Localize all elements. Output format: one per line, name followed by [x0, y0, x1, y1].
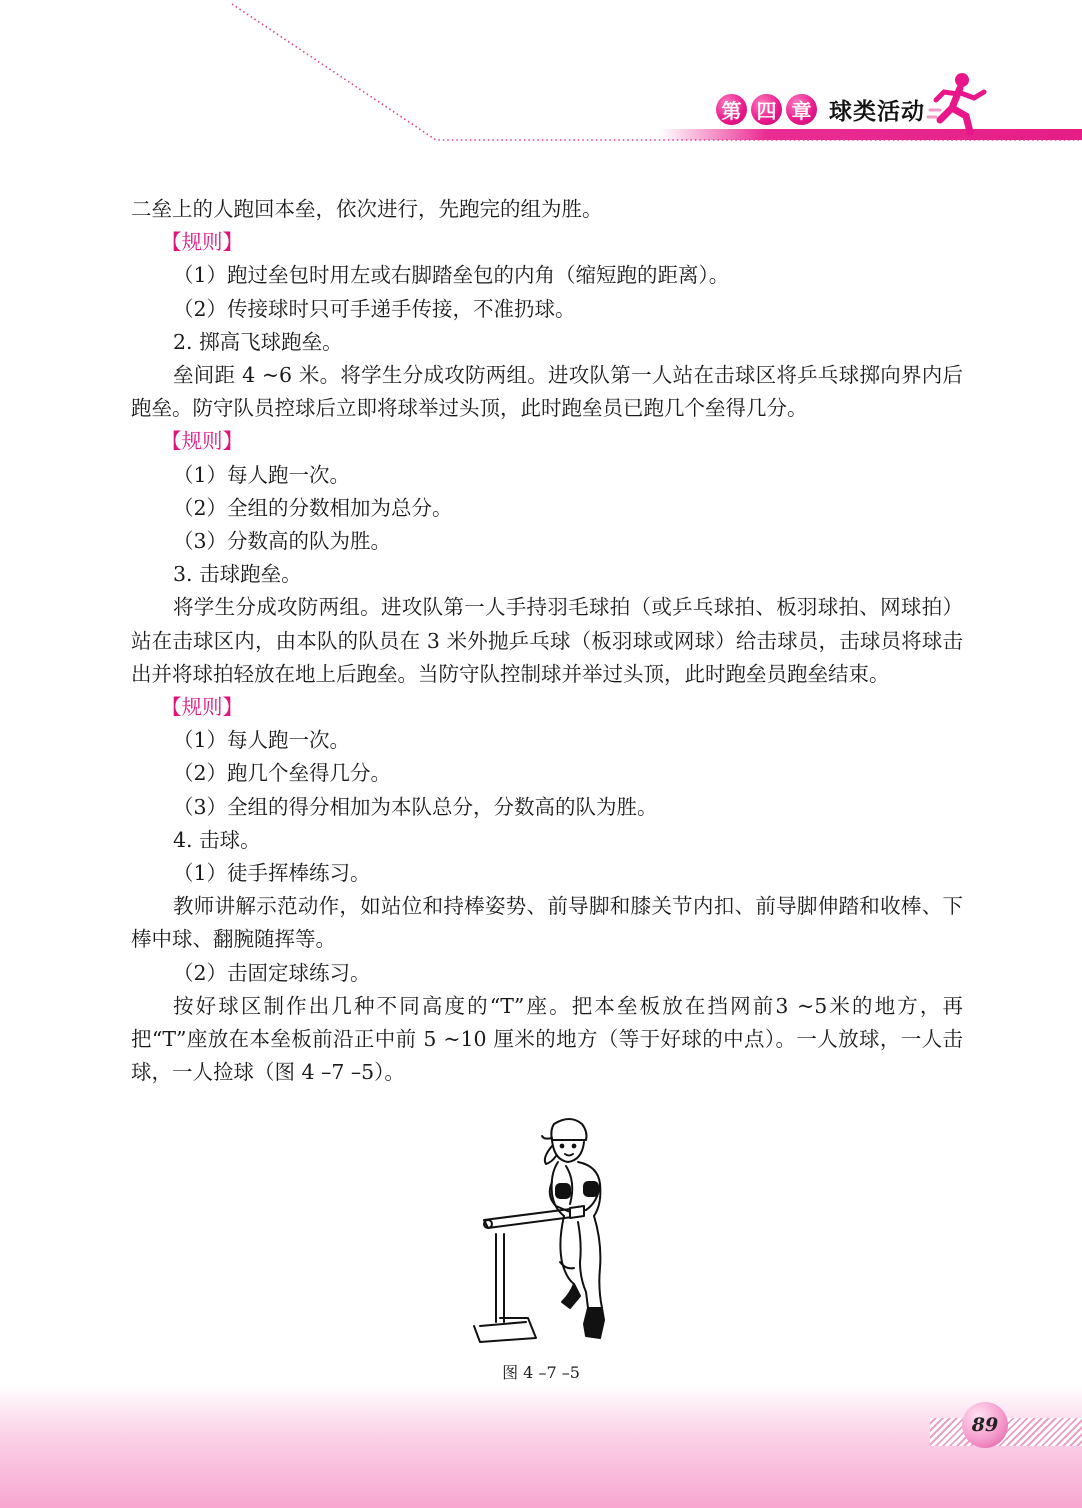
paragraph: （3）全组的得分相加为本队总分，分数高的队为胜。	[173, 794, 658, 819]
paragraph: （2）击固定球练习。	[173, 960, 371, 985]
chapter-title: 球类活动	[829, 98, 925, 125]
paragraph: （2）全组的分数相加为总分。	[173, 495, 453, 520]
page-content	[131, 193, 963, 1089]
paragraph: 教师讲解示范动作，如站位和持棒姿势、前导脚和膝关节内扣、前导脚伸踏和收棒、下棒中球、翻腕随挥等。	[131, 894, 963, 952]
paragraph: （2）传接球时只可手递手传接，不准扔球。	[173, 296, 576, 321]
paragraph: 4. 击球。	[173, 827, 261, 852]
footer-band	[0, 1384, 1082, 1508]
batter-at-tee-illustration	[466, 1112, 636, 1348]
figure-caption: 图 4 –7 –5	[502, 1363, 580, 1382]
paragraph: （2）跑几个垒得几分。	[173, 761, 392, 786]
paragraph: 3. 击球跑垒。	[173, 562, 302, 587]
paragraph: （1）跑过垒包时用左或右脚踏垒包的内角（缩短跑的距离）。	[173, 263, 730, 288]
paragraph: 二垒上的人跑回本垒，依次进行，先跑完的组为胜。	[131, 197, 603, 221]
chapter-badge-1: 第	[716, 94, 747, 125]
chapter-heading	[716, 92, 925, 126]
paragraph: （3）分数高的队为胜。	[173, 529, 392, 554]
paragraph: （1）徒手挥棒练习。	[173, 861, 371, 886]
paragraph: 2. 掷高飞球跑垒。	[173, 329, 343, 354]
page-number: 89	[962, 1402, 1008, 1448]
paragraph: （1）每人跑一次。	[173, 462, 351, 487]
header-bar	[660, 129, 1082, 140]
rule-heading: 【规则】	[161, 695, 243, 720]
paragraph: 按好球区制作出几种不同高度的“T”座。把本垒板放在挡网前3 ~5米的地方，再把“T”座放在本垒板前沿正中前 5 ~10 厘米的地方（等于好球的中点）。一人放球，一人击球，一人捡球（图 4 –7 –5）。	[131, 993, 963, 1085]
runner-icon	[926, 70, 990, 136]
rule-heading: 【规则】	[161, 230, 243, 255]
chapter-badge-3: 章	[786, 94, 817, 125]
paragraph: （1）每人跑一次。	[173, 728, 351, 753]
chapter-badge-2: 四	[751, 94, 782, 125]
rule-heading: 【规则】	[161, 429, 243, 454]
paragraph: 将学生分成攻防两组。进攻队第一人手持羽毛球拍（或乒乓球拍、板羽球拍、网球拍）站在击球区内，由本队的队员在 3 米外抛乒乓球（板羽球或网球）给击球员，击球员将球击出并将球拍轻放在地上后跑垒。当防守队控制球并举过头顶，此时跑垒员跑垒结束。	[131, 595, 963, 686]
paragraph: 垒间距 4 ~6 米。将学生分成攻防两组。进攻队第一人站在击球区将乒乓球掷向界内后跑垒。防守队员控球后立即将球举过头顶，此时跑垒员已跑几个垒得几分。	[131, 363, 963, 421]
